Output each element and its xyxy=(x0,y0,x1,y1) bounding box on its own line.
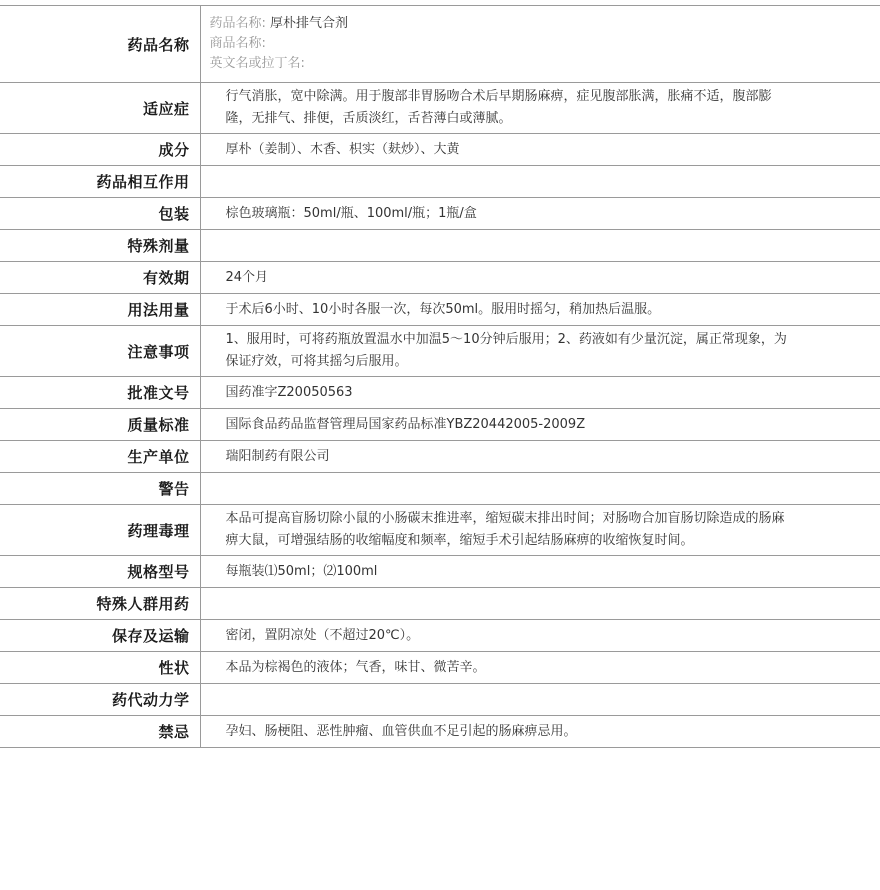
row-special-dosage xyxy=(0,230,880,262)
row-value xyxy=(200,684,880,716)
row-value: 密闭，置阴凉处（不超过20℃）。 xyxy=(225,627,420,643)
row-indications xyxy=(0,83,880,134)
row-label: 药品名称 xyxy=(0,6,200,83)
row-label: 批准文号 xyxy=(0,377,200,409)
row-label: 质量标准 xyxy=(0,409,200,441)
row-drug-name xyxy=(0,6,880,83)
row-label: 药代动力学 xyxy=(0,684,200,716)
row-pharmacology xyxy=(0,505,880,556)
row-value: 国药准字Z20050563 xyxy=(225,384,353,400)
row-pharmacokinetics xyxy=(0,684,880,716)
generic-name-value: 厚朴排气合剂 xyxy=(270,16,349,31)
row-special-populations xyxy=(0,588,880,620)
english-name-line xyxy=(210,54,880,74)
row-packaging xyxy=(0,198,880,230)
row-label: 保存及运输 xyxy=(0,620,200,652)
row-label: 禁忌 xyxy=(0,716,200,748)
row-storage xyxy=(0,620,880,652)
row-value: 本品可提高盲肠切除小鼠的小肠碳末推进率，缩短碳末排出时间；对肠吻合加盲肠切除造成的肠麻痹大鼠，可增强结肠的收缩幅度和频率，缩短手术引起结肠麻痹的收缩恢复时间。 xyxy=(225,511,785,548)
row-label: 药理毒理 xyxy=(0,505,200,556)
row-value xyxy=(200,588,880,620)
drug-info-table xyxy=(0,5,880,748)
row-value xyxy=(200,473,880,505)
row-value: 行气消胀，宽中除满。用于腹部非胃肠吻合术后早期肠麻痹，症见腹部胀满，胀痛不适，腹部膨隆，无排气、排便，舌质淡红，舌苔薄白或薄腻。 xyxy=(225,89,772,126)
row-value: 厚朴（姜制）、木香、枳实（麸炒）、大黄 xyxy=(225,141,460,157)
row-quality-standard xyxy=(0,409,880,441)
english-name-key: 英文名或拉丁名: xyxy=(209,56,305,71)
name-cell xyxy=(200,6,880,83)
trade-name-key: 商品名称: xyxy=(209,36,266,51)
row-label: 药品相互作用 xyxy=(0,166,200,198)
row-value: 国际食品药品监督管理局国家药品标准YBZ20442005-2009Z xyxy=(225,416,586,432)
row-value xyxy=(200,166,880,198)
row-label: 成分 xyxy=(0,134,200,166)
row-warning xyxy=(0,473,880,505)
row-label: 警告 xyxy=(0,473,200,505)
row-label: 特殊人群用药 xyxy=(0,588,200,620)
generic-name-key: 药品名称: xyxy=(209,16,266,31)
name-block xyxy=(201,14,880,74)
row-value: 1、服用时，可将药瓶放置温水中加温5～10分钟后服用；2、药液如有少量沉淀，属正常现象，为保证疗效，可将其摇匀后服用。 xyxy=(225,332,787,369)
row-label: 特殊剂量 xyxy=(0,230,200,262)
row-value: 瑞阳制药有限公司 xyxy=(225,448,330,464)
row-label: 用法用量 xyxy=(0,294,200,326)
row-value: 于术后6小时、10小时各服一次，每次50ml。服用时摇匀，稍加热后温服。 xyxy=(225,301,661,317)
row-approval-number xyxy=(0,377,880,409)
row-value: 每瓶装⑴50ml；⑵100ml xyxy=(225,563,378,579)
row-precautions xyxy=(0,326,880,377)
row-contraindications xyxy=(0,716,880,748)
row-expiry xyxy=(0,262,880,294)
row-label: 性状 xyxy=(0,652,200,684)
trade-name-line xyxy=(210,34,880,54)
row-label: 注意事项 xyxy=(0,326,200,377)
row-value: 棕色玻璃瓶：50ml/瓶、100ml/瓶；1瓶/盒 xyxy=(225,205,477,221)
row-description xyxy=(0,652,880,684)
row-interactions xyxy=(0,166,880,198)
row-dosage xyxy=(0,294,880,326)
row-value: 24个月 xyxy=(225,269,269,285)
row-label: 适应症 xyxy=(0,83,200,134)
row-value: 孕妇、肠梗阻、恶性肿瘤、血管供血不足引起的肠麻痹忌用。 xyxy=(225,723,577,739)
row-specification xyxy=(0,556,880,588)
row-value: 本品为棕褐色的液体；气香，味甘、微苦辛。 xyxy=(225,659,486,675)
row-label: 生产单位 xyxy=(0,441,200,473)
generic-name-line xyxy=(210,14,880,34)
row-label: 包装 xyxy=(0,198,200,230)
row-label: 规格型号 xyxy=(0,556,200,588)
row-label: 有效期 xyxy=(0,262,200,294)
row-manufacturer xyxy=(0,441,880,473)
row-value xyxy=(200,230,880,262)
row-ingredients xyxy=(0,134,880,166)
